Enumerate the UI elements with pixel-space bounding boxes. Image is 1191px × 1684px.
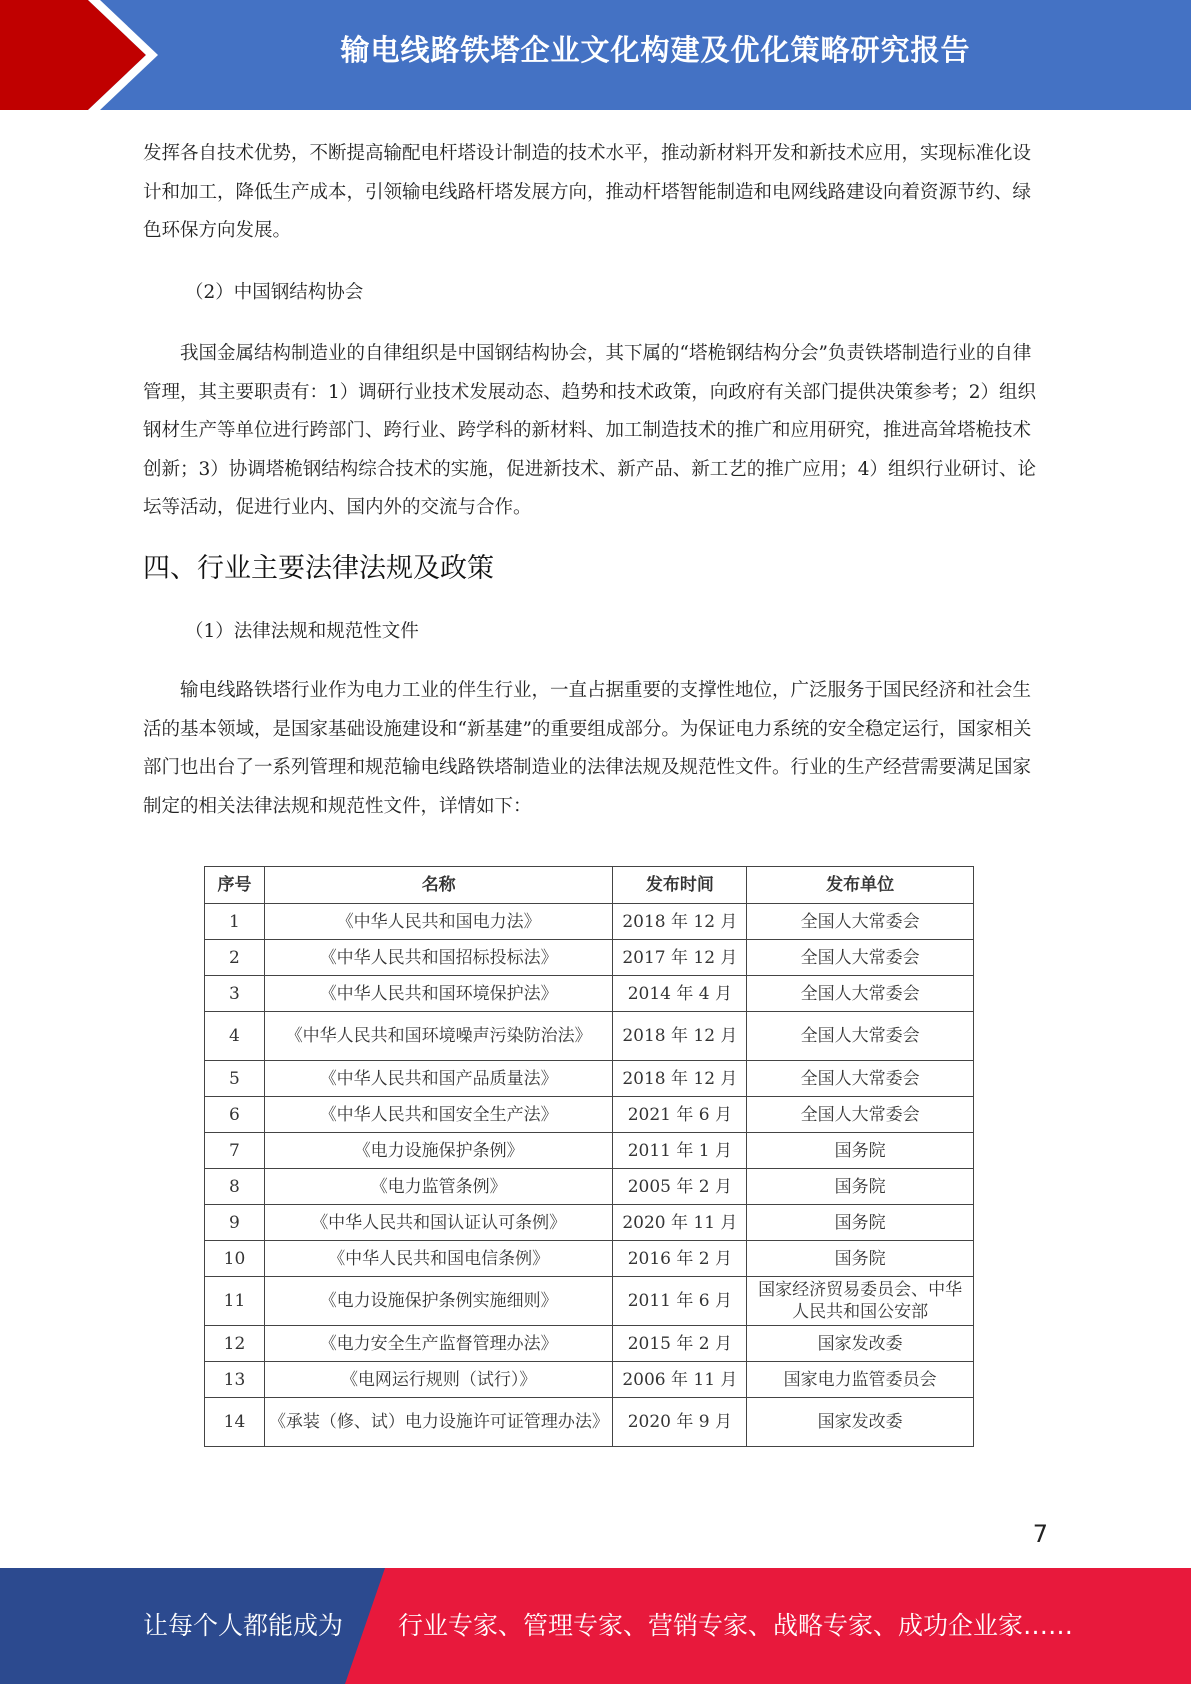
cell-no: 6 bbox=[205, 1097, 265, 1133]
cell-issuer: 全国人大常委会 bbox=[747, 976, 974, 1012]
table-row bbox=[205, 1205, 974, 1241]
cell-name: 《电网运行规则（试行）》 bbox=[264, 1362, 613, 1398]
header-title: 输电线路铁塔企业文化构建及优化策略研究报告 bbox=[340, 33, 971, 67]
header-no: 序号 bbox=[205, 867, 265, 904]
cell-date: 2005 年 2 月 bbox=[613, 1169, 747, 1205]
cell-issuer: 国务院 bbox=[747, 1205, 974, 1241]
cell-name: 《电力设施保护条例实施细则》 bbox=[264, 1277, 613, 1326]
footer-slogan-left: 让每个人都能成为 bbox=[143, 1611, 344, 1640]
table-row bbox=[205, 1362, 974, 1398]
cell-no: 4 bbox=[205, 1012, 265, 1061]
page-footer bbox=[0, 1568, 1191, 1684]
cell-name: 《电力监管条例》 bbox=[264, 1169, 613, 1205]
table-row bbox=[205, 1012, 974, 1061]
section-heading-laws: 四、行业主要法律法规及政策 bbox=[143, 553, 494, 584]
cell-issuer: 国务院 bbox=[747, 1133, 974, 1169]
cell-name: 《中华人民共和国产品质量法》 bbox=[264, 1061, 613, 1097]
header-name: 名称 bbox=[264, 867, 613, 904]
cell-name: 《中华人民共和国认证认可条例》 bbox=[264, 1205, 613, 1241]
table-row bbox=[205, 1097, 974, 1133]
table-row bbox=[205, 1398, 974, 1447]
table-row bbox=[205, 1061, 974, 1097]
cell-no: 8 bbox=[205, 1169, 265, 1205]
cell-name: 《电力安全生产监督管理办法》 bbox=[264, 1326, 613, 1362]
cell-date: 2018 年 12 月 bbox=[613, 1061, 747, 1097]
cell-no: 14 bbox=[205, 1398, 265, 1447]
cell-name: 《中华人民共和国电信条例》 bbox=[264, 1241, 613, 1277]
cell-no: 13 bbox=[205, 1362, 265, 1398]
table-row bbox=[205, 904, 974, 940]
laws-table bbox=[204, 866, 974, 1447]
cell-date: 2020 年 11 月 bbox=[613, 1205, 747, 1241]
cell-no: 12 bbox=[205, 1326, 265, 1362]
cell-name: 《中华人民共和国招标投标法》 bbox=[264, 940, 613, 976]
cell-date: 2015 年 2 月 bbox=[613, 1326, 747, 1362]
cell-no: 5 bbox=[205, 1061, 265, 1097]
cell-date: 2014 年 4 月 bbox=[613, 976, 747, 1012]
cell-no: 11 bbox=[205, 1277, 265, 1326]
cell-issuer: 国家经济贸易委员会、中华人民共和国公安部 bbox=[747, 1277, 974, 1326]
cell-date: 2021 年 6 月 bbox=[613, 1097, 747, 1133]
header-issuer: 发布单位 bbox=[747, 867, 974, 904]
cell-name: 《中华人民共和国环境保护法》 bbox=[264, 976, 613, 1012]
table-row bbox=[205, 940, 974, 976]
cell-name: 《中华人民共和国安全生产法》 bbox=[264, 1097, 613, 1133]
cell-date: 2016 年 2 月 bbox=[613, 1241, 747, 1277]
subheading-laws-regulations: （1）法律法规和规范性文件 bbox=[185, 621, 419, 642]
cell-issuer: 全国人大常委会 bbox=[747, 1061, 974, 1097]
cell-date: 2018 年 12 月 bbox=[613, 1012, 747, 1061]
cell-name: 《承装（修、试）电力设施许可证管理办法》 bbox=[264, 1398, 613, 1447]
paragraph-laws: 输电线路铁塔行业作为电力工业的伴生行业，一直占据重要的支撑性地位，广泛服务于国民经济和社会生活的基本领域，是国家基础设施建设和“新基建”的重要组成部分。为保证电力系统的安全稳定运行，国家相关部门也出台了一系列管理和规范输电线路铁塔制造业的法律法规及规范性文件。行业的生产经营需要满足国家制定的相关法律法规和规范性文件，详情如下： bbox=[143, 680, 1032, 817]
cell-no: 7 bbox=[205, 1133, 265, 1169]
cell-date: 2006 年 11 月 bbox=[613, 1362, 747, 1398]
page-number: 7 bbox=[1032, 1520, 1048, 1548]
cell-date: 2017 年 12 月 bbox=[613, 940, 747, 976]
cell-issuer: 国家电力监管委员会 bbox=[747, 1362, 974, 1398]
cell-issuer: 国务院 bbox=[747, 1169, 974, 1205]
cell-no: 3 bbox=[205, 976, 265, 1012]
cell-name: 《中华人民共和国环境噪声污染防治法》 bbox=[264, 1012, 613, 1061]
cell-date: 2011 年 6 月 bbox=[613, 1277, 747, 1326]
cell-date: 2020 年 9 月 bbox=[613, 1398, 747, 1447]
table-row bbox=[205, 1133, 974, 1169]
paragraph-intro: 发挥各自技术优势，不断提高输配电杆塔设计制造的技术水平，推动新材料开发和新技术应用，实现标准化设计和加工，降低生产成本，引领输电线路杆塔发展方向，推动杆塔智能制造和电网线路建设向着资源节约、绿色环保方向发展。 bbox=[143, 143, 1032, 241]
cell-date: 2011 年 1 月 bbox=[613, 1133, 747, 1169]
cell-issuer: 全国人大常委会 bbox=[747, 904, 974, 940]
cell-issuer: 全国人大常委会 bbox=[747, 940, 974, 976]
paragraph-steel-association: 我国金属结构制造业的自律组织是中国钢结构协会，其下属的“塔桅钢结构分会”负责铁塔制造行业的自律管理，其主要职责有：1）调研行业技术发展动态、趋势和技术政策，向政府有关部门提供决策参考；2）组织钢材生产等单位进行跨部门、跨行业、跨学科的新材料、加工制造技术的推广和应用研究，推进高耸塔桅技术创新；3）协调塔桅钢结构综合技术的实施，促进新技术、新产品、新工艺的推广应用；4）组织行业研讨、论坛等活动，促进行业内、国内外的交流与合作。 bbox=[143, 343, 1037, 518]
cell-date: 2018 年 12 月 bbox=[613, 904, 747, 940]
cell-issuer: 全国人大常委会 bbox=[747, 1097, 974, 1133]
cell-name: 《中华人民共和国电力法》 bbox=[264, 904, 613, 940]
cell-issuer: 国家发改委 bbox=[747, 1398, 974, 1447]
cell-issuer: 国家发改委 bbox=[747, 1326, 974, 1362]
footer-slogan-right: 行业专家、管理专家、营销专家、战略专家、成功企业家…… bbox=[398, 1611, 1074, 1640]
cell-name: 《电力设施保护条例》 bbox=[264, 1133, 613, 1169]
cell-no: 2 bbox=[205, 940, 265, 976]
table-row bbox=[205, 1169, 974, 1205]
table-header-row bbox=[205, 867, 974, 904]
cell-no: 10 bbox=[205, 1241, 265, 1277]
subheading-steel-association: （2）中国钢结构协会 bbox=[185, 282, 364, 303]
table-row bbox=[205, 1277, 974, 1326]
table-row bbox=[205, 1326, 974, 1362]
page-header bbox=[0, 0, 1191, 110]
header-date: 发布时间 bbox=[613, 867, 747, 904]
cell-no: 9 bbox=[205, 1205, 265, 1241]
cell-issuer: 全国人大常委会 bbox=[747, 1012, 974, 1061]
table-row bbox=[205, 1241, 974, 1277]
table-row bbox=[205, 976, 974, 1012]
cell-issuer: 国务院 bbox=[747, 1241, 974, 1277]
cell-no: 1 bbox=[205, 904, 265, 940]
